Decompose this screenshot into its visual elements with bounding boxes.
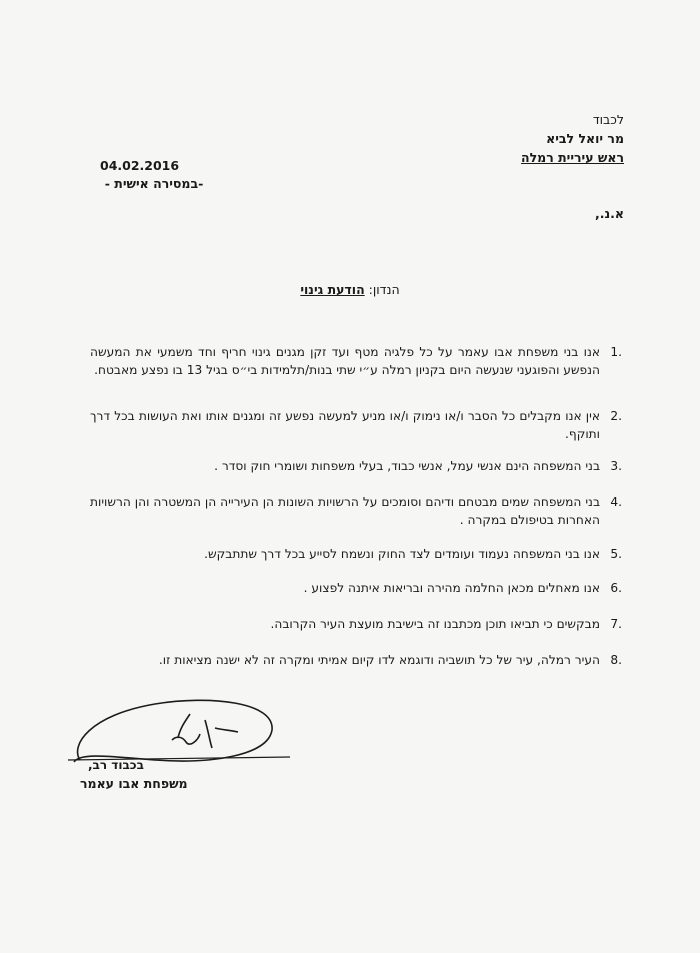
list-item [90, 344, 622, 379]
subject-label: הנדון: [368, 282, 400, 297]
item-text: בני המשפחה שמים מבטחם ודיהם וסומכים על הרשויות השונות הן העירייה הן המשטרה והן הרשויות האחרות בטיפולם במקרה . [90, 495, 600, 527]
item-number: 5. [610, 547, 622, 561]
item-number: 8. [610, 653, 622, 667]
letter-date: 04.02.2016 [100, 158, 180, 173]
recipient-title: ראש עיריית רמלה [521, 150, 624, 165]
subject-value: הודעת גינוי [300, 282, 365, 297]
signatory-name: משפחת אבו עאמר [80, 776, 188, 791]
delivery-note: -במסירה אישית - [104, 176, 204, 191]
item-text: אין אנו מקבלים כל הסבר ו/או נימוק ו/או מניע למעשה נפשע זה ומגנים אותו ואת העושות בכל דרך ותוקף. [90, 409, 600, 441]
item-number: 4. [610, 495, 622, 509]
recipient-greeting: לכבוד [592, 112, 624, 127]
item-number: 7. [610, 617, 622, 631]
list-item [90, 652, 622, 670]
list-item [90, 458, 622, 476]
item-text: מבקשים כי תביאו תוכן מכתבנו זה בישיבת מועצת העיר הקרובה. [270, 617, 600, 631]
item-text: העיר רמלה, עיר של כל תושביה ודוגמא לדו קיום אמיתי ומקרה זה לא ישנה מציאות זו. [158, 653, 600, 667]
list-item [90, 546, 622, 564]
item-number: 3. [610, 459, 622, 473]
list-item [90, 494, 622, 529]
list-item [90, 580, 622, 598]
item-text: בני המשפחה הינם אנשי עמל, אנשי כבוד, בעלי משפחות ושומרי חוק וסדר . [214, 459, 600, 473]
recipient-block [324, 110, 624, 167]
item-text: אנו מאחלים מכאן החלמה מהירה ובריאות איתנה לפצוע . [303, 581, 600, 595]
item-number: 1. [610, 345, 622, 359]
closing: בכבוד רב, [88, 758, 144, 772]
list-item [90, 616, 622, 634]
list-item [90, 408, 622, 443]
recipient-name: מר יואל לביא [546, 131, 624, 146]
item-number: 6. [610, 581, 622, 595]
item-text: אנו בני משפחת אבו עאמר על כל פלגיה מטף ועד זקן מגנים גינוי חריף וחד משמעי את המעשה הנפשע והפוגעני שנעשה היום בקניון רמלה ע״י שתי בנות/תלמידות בי״ס בגיל 13 בו נפצע מאבטח. [90, 345, 600, 377]
salutation: א.נ., [594, 206, 624, 221]
item-number: 2. [610, 409, 622, 423]
subject-line [0, 282, 700, 297]
item-text: אנו בני המשפחה נעמוד ועומדים לצד החוק ונשמח לסייע בכל דרך שתתבקש. [204, 547, 600, 561]
